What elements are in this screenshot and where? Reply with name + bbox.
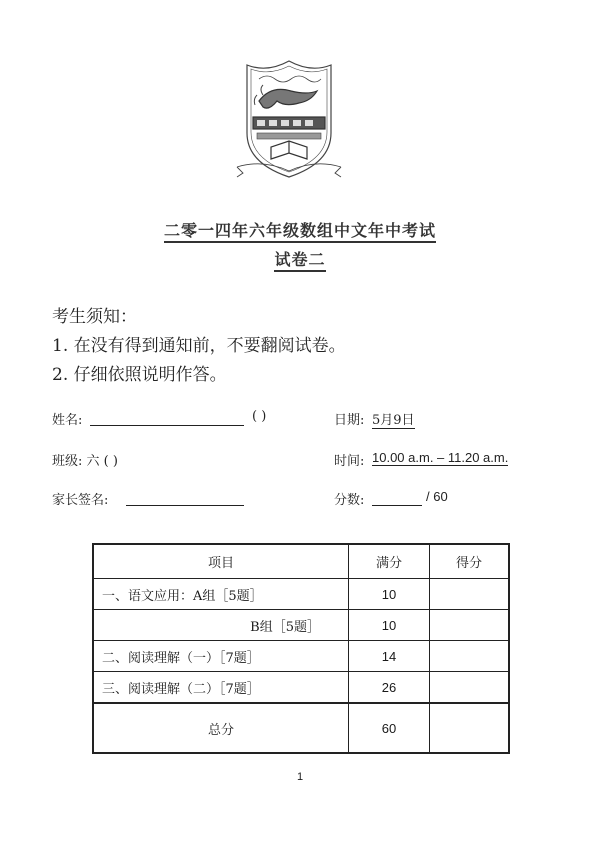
paper-title: 试卷二 — [0, 247, 600, 270]
column-header-score: 得分 — [430, 544, 510, 579]
row-item: 一、语文应用：A组［5题］ — [93, 579, 349, 610]
exam-title: 二零一四年六年级数组中文年中考试 — [0, 218, 600, 241]
date-value: 5月9日 — [372, 409, 415, 429]
row-max: 26 — [349, 672, 430, 704]
school-crest-icon — [233, 55, 345, 183]
score-field[interactable] — [372, 491, 422, 506]
column-header-max: 满分 — [349, 544, 430, 579]
total-score[interactable] — [430, 703, 510, 753]
class-label: 班级: 六 ( ) — [52, 454, 118, 469]
notice-heading: 考生须知： — [52, 307, 137, 327]
score-total: / 60 — [426, 489, 448, 504]
notice-item: 2. 仔细依照说明作答。 — [52, 365, 227, 385]
row-max: 10 — [349, 579, 430, 610]
notice-item: 1. 在没有得到通知前，不要翻阅试卷。 — [52, 336, 346, 356]
time-label: 时间: — [334, 454, 365, 469]
row-score[interactable] — [430, 579, 510, 610]
total-label: 总分 — [93, 703, 349, 753]
total-max: 60 — [349, 703, 430, 753]
date-label: 日期: — [334, 413, 365, 428]
row-item: 二、阅读理解（一）［7题］ — [93, 641, 349, 672]
table-header-row — [93, 544, 509, 579]
row-max: 14 — [349, 641, 430, 672]
row-score[interactable] — [430, 641, 510, 672]
table-row — [93, 579, 509, 610]
row-score[interactable] — [430, 610, 510, 641]
parent-signature-field[interactable] — [126, 491, 244, 506]
name-field[interactable] — [90, 411, 244, 426]
seat-number-paren: ( ) — [252, 409, 267, 424]
score-label: 分数: — [334, 493, 365, 508]
name-label: 姓名: — [52, 413, 83, 428]
table-row — [93, 610, 509, 641]
score-table — [92, 543, 510, 754]
table-row — [93, 641, 509, 672]
row-item: B组［5题］ — [93, 610, 349, 641]
parent-signature-label: 家长签名: — [52, 493, 109, 508]
time-value: 10.00 a.m. – 11.20 a.m. — [372, 450, 509, 465]
row-score[interactable] — [430, 672, 510, 704]
table-total-row — [93, 703, 509, 753]
row-item: 三、阅读理解（二）［7题］ — [93, 672, 349, 704]
page-number: 1 — [296, 771, 304, 783]
row-max: 10 — [349, 610, 430, 641]
table-row — [93, 672, 509, 704]
column-header-item: 项目 — [93, 544, 349, 579]
